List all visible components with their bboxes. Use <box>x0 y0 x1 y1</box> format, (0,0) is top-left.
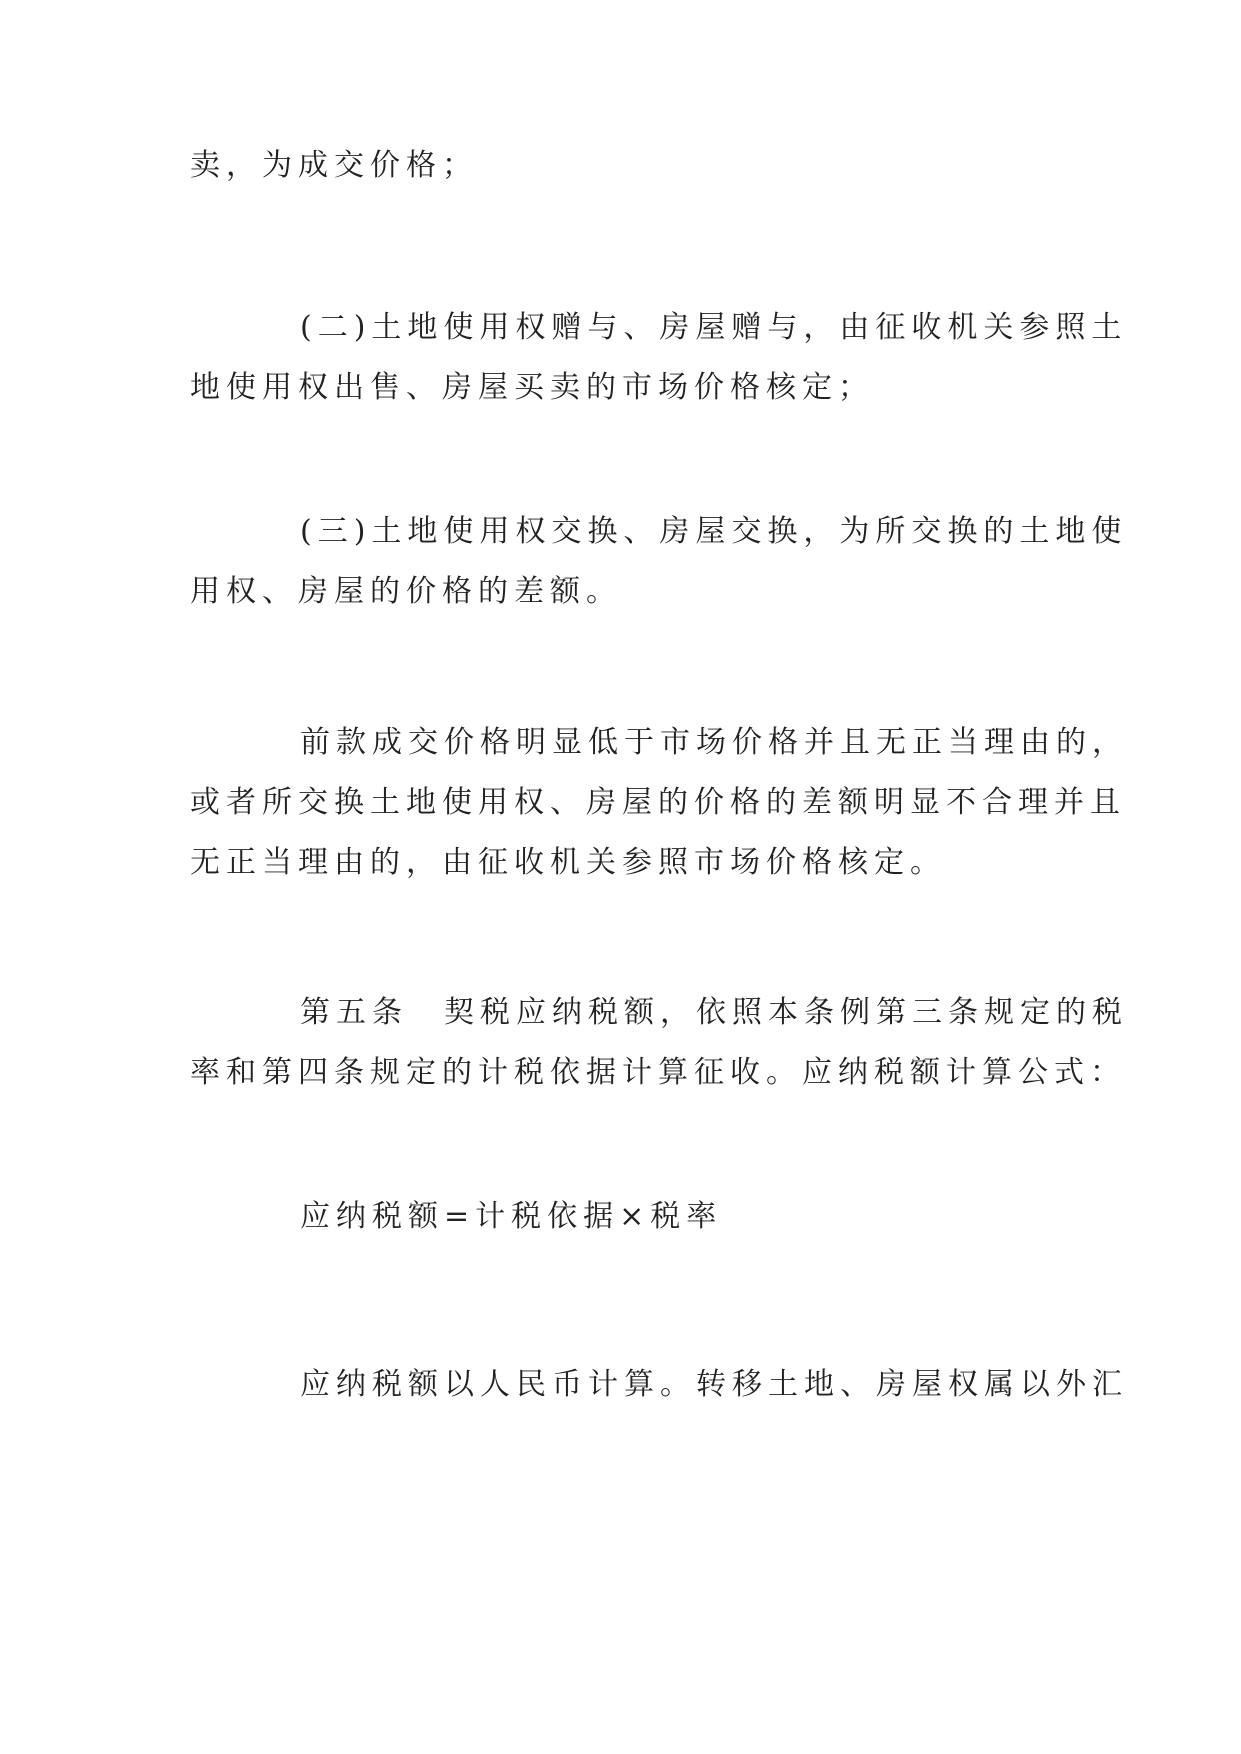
paragraph-6 <box>190 1187 1060 1247</box>
paragraph-line: 卖，为成交价格； <box>190 148 478 183</box>
paragraph-1 <box>190 136 1060 196</box>
paragraph-line: 无正当理由的，由征收机关参照市场价格核定。 <box>190 845 946 880</box>
paragraph-line: 用权、房屋的价格的差额。 <box>190 574 622 609</box>
paragraph-line: (三)土地使用权交换、房屋交换，为所交换的土地使 <box>300 514 1128 549</box>
paragraph-line: 地使用权出售、房屋买卖的市场价格核定； <box>190 370 874 405</box>
paragraph-line: 率和第四条规定的计税依据计算征收。应纳税额计算公式： <box>190 1055 1126 1090</box>
paragraph-7 <box>190 1355 1128 1415</box>
paragraph-line: (二)土地使用权赠与、房屋赠与，由征收机关参照土 <box>300 310 1128 345</box>
paragraph-4 <box>190 713 1128 893</box>
paragraph-line: 应纳税额以人民币计算。转移土地、房屋权属以外汇 <box>300 1367 1128 1402</box>
paragraph-line: 第五条 契税应纳税额，依照本条例第三条规定的税 <box>300 995 1128 1030</box>
paragraph-line: 前款成交价格明显低于市场价格并且无正当理由的， <box>300 725 1128 760</box>
paragraph-2 <box>190 298 1128 418</box>
paragraph-line: 或者所交换土地使用权、房屋的价格的差额明显不合理并且 <box>190 785 1126 820</box>
paragraph-3 <box>190 502 1128 622</box>
paragraph-line: 应纳税额=计税依据×税率 <box>300 1199 723 1234</box>
paragraph-5 <box>190 983 1128 1103</box>
